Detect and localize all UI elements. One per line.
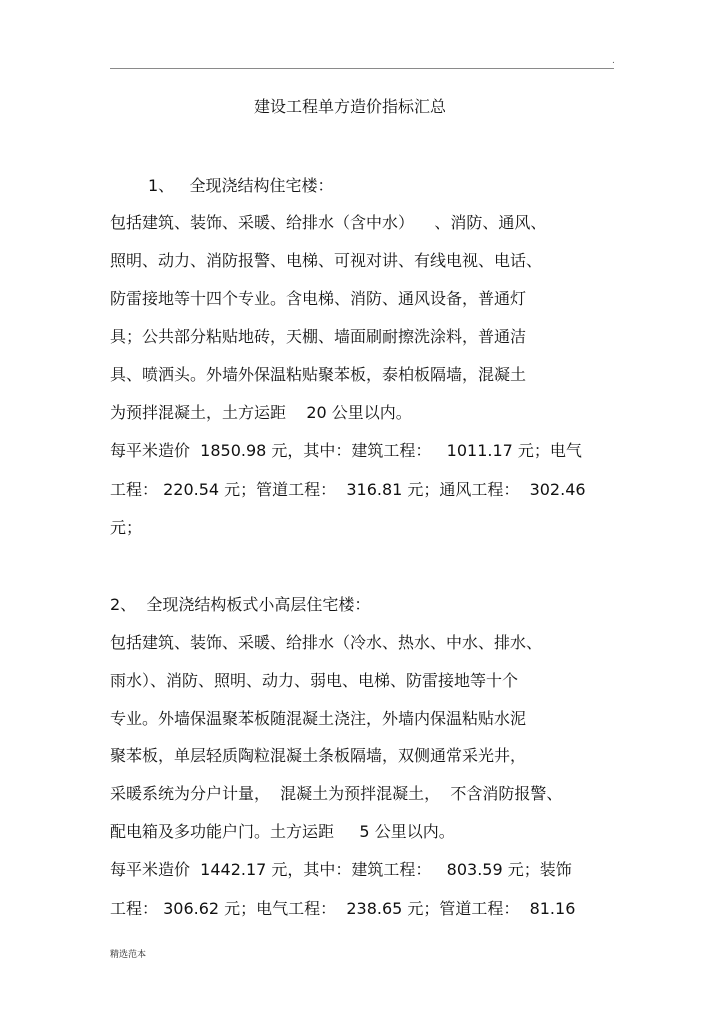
section2-line: 聚苯板，单层轻质陶粒混凝土条板隔墙，双侧通常采光井，	[110, 746, 527, 765]
section1-line: 具、喷洒头。外墙外保温粘贴聚苯板，泰柏板隔墙，混凝土	[110, 365, 527, 384]
section1-line: 具；公共部分粘贴地砖，天棚、墙面刷耐擦洗涂料，普通洁	[110, 327, 527, 346]
section2-line: 配电箱及多功能户门。土方运距 5 公里以内。	[110, 822, 455, 841]
section2-heading: 2、 全现浇结构板式小高层住宅楼：	[110, 595, 371, 614]
document-title: 建设工程单方造价指标汇总	[253, 97, 446, 116]
section2-line: 雨水）、消防、照明、动力、弱电、电梯、防雷接地等十个	[110, 671, 519, 690]
section2-cost-line: 工程： 306.62 元；电气工程： 238.65 元；管道工程： 81.16	[110, 899, 576, 918]
section1-line: 包括建筑、装饰、采暖、给排水（含中水） 、消防、通风、	[110, 213, 547, 232]
section1-line: 防雷接地等十四个专业。含电梯、消防、通风设备，普通灯	[110, 289, 527, 308]
corner-mark: .	[612, 56, 615, 66]
section1-heading: 1、 全现浇结构住宅楼：	[148, 176, 334, 195]
header-rule	[110, 68, 614, 69]
section1-line: 为预拌混凝土，土方运距 20 公里以内。	[110, 403, 412, 422]
section2-line: 采暖系统为分户计量， 混凝土为预拌混凝土， 不含消防报警、	[110, 784, 563, 803]
section1-cost-line: 每平米造价 1850.98 元，其中：建筑工程： 1011.17 元；电气	[110, 441, 582, 460]
section1-cost-line: 工程： 220.54 元；管道工程： 316.81 元；通风工程： 302.46	[110, 480, 586, 499]
section2-line: 包括建筑、装饰、采暖、给排水（冷水、热水、中水、排水、	[110, 633, 543, 652]
section1-cost-line: 元；	[110, 518, 143, 537]
footer-note: 精选范本	[110, 950, 147, 960]
section2-cost-line: 每平米造价 1442.17 元，其中：建筑工程： 803.59 元；装饰	[110, 860, 572, 879]
section2-line: 专业。外墙保温聚苯板随混凝土浇注，外墙内保温粘贴水泥	[110, 709, 527, 728]
section1-line: 照明、动力、消防报警、电梯、可视对讲、有线电视、电话、	[110, 251, 543, 270]
